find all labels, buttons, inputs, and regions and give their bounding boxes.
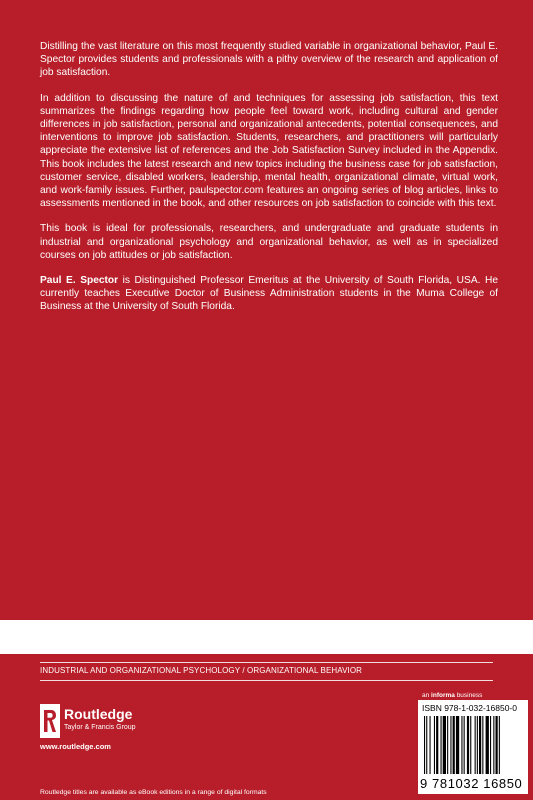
- barcode-stripe: [499, 716, 500, 774]
- author-bio-text: is Distinguished Professor Emeritus at the University of South Florida, USA. He currently teaches Executive Doctor of Business Administration students in the Muma College of Business at the University of South Florida.: [40, 275, 498, 313]
- barcode-stripe: [470, 716, 471, 774]
- informa-suffix: business: [454, 692, 483, 699]
- barcode-stripe: [453, 716, 455, 774]
- white-band: [0, 620, 533, 654]
- barcode-stripe: [461, 716, 462, 774]
- barcode-stripe: [467, 716, 469, 774]
- barcode-stripe: [493, 716, 494, 774]
- barcode-stripe: [482, 716, 483, 774]
- barcode-stripe: [426, 716, 427, 774]
- barcode-stripe: [424, 716, 425, 774]
- barcode-stripe: [434, 716, 435, 774]
- barcode-bars: [422, 716, 526, 774]
- subject-category: INDUSTRIAL AND ORGANIZATIONAL PSYCHOLOGY / ORGANIZATIONAL BEHAVIOR: [40, 666, 363, 675]
- barcode-stripe: [479, 716, 481, 774]
- isbn-barcode: [418, 700, 528, 794]
- ebook-availability: Routledge titles are available as eBook editions in a range of digital formats: [40, 789, 267, 796]
- author-name: Paul E. Spector: [40, 275, 119, 287]
- publisher-subtitle: Taylor & Francis Group: [64, 724, 136, 731]
- barcode-stripe: [450, 716, 451, 774]
- barcode-stripe: [456, 716, 459, 774]
- barcode-stripe: [441, 716, 442, 774]
- divider-bottom: [40, 680, 493, 681]
- publisher-name: Routledge: [64, 706, 133, 722]
- barcode-stripe: [496, 716, 498, 774]
- informa-business-label: [422, 692, 482, 699]
- barcode-number: 9 781032 16850: [420, 776, 523, 791]
- barcode-stripe: [490, 716, 491, 774]
- blurb-paragraph-3: This book is ideal for professionals, researchers, and undergraduate and graduate students in industrial and organizational psychology and organizational behavior, as well as in specialized courses on job attitudes or job satisfaction.: [40, 223, 498, 261]
- barcode-stripe: [430, 716, 431, 774]
- informa-brand: informa: [431, 692, 455, 699]
- author-bio: [40, 274, 498, 314]
- barcode-stripe: [486, 716, 489, 774]
- barcode-stripe: [443, 716, 446, 774]
- divider-top: [40, 662, 493, 663]
- routledge-logo-icon: [40, 704, 60, 738]
- barcode-stripe: [475, 716, 476, 774]
- barcode-stripe: [464, 716, 465, 774]
- blurb-paragraph-1: Distilling the vast literature on this most frequently studied variable in organizational behavior, Paul E. Spector provides students and professionals with a pithy overview of the research and application of job satisfaction.: [40, 41, 498, 79]
- blurb-text: [40, 40, 498, 314]
- barcode-stripe: [436, 716, 438, 774]
- blurb-paragraph-2: In addition to discussing the nature of and techniques for assessing job satisfaction, this text summarizes the findings regarding how people feel toward work, including cultural and gender differences in job satisfaction, personal and organizational antecedents, potential consequences, and interventions to improve job satisfaction. Students, researchers, and practitioners will particularly appreciate the extensive list of references and the Job Satisfaction Survey included in the Appendix. This book includes the latest research and new topics including the business case for job satisfaction, customer service, disabled workers, leadership, mental health, organizational climate, virtual work, and work-family issues. Further, paulspector.com features an ongoing series of blog articles, links to assessments mentioned in the book, and other resources on job satisfaction to coincide with this text.: [40, 92, 498, 210]
- publisher-url[interactable]: www.routledge.com: [40, 742, 111, 751]
- isbn-label: ISBN 978-1-032-16850-0: [422, 703, 517, 713]
- barcode-stripe: [447, 716, 448, 774]
- cover-footer: [0, 654, 533, 800]
- barcode-stripe: [477, 716, 478, 774]
- publisher-logo: [40, 704, 190, 738]
- informa-prefix: an: [422, 692, 432, 699]
